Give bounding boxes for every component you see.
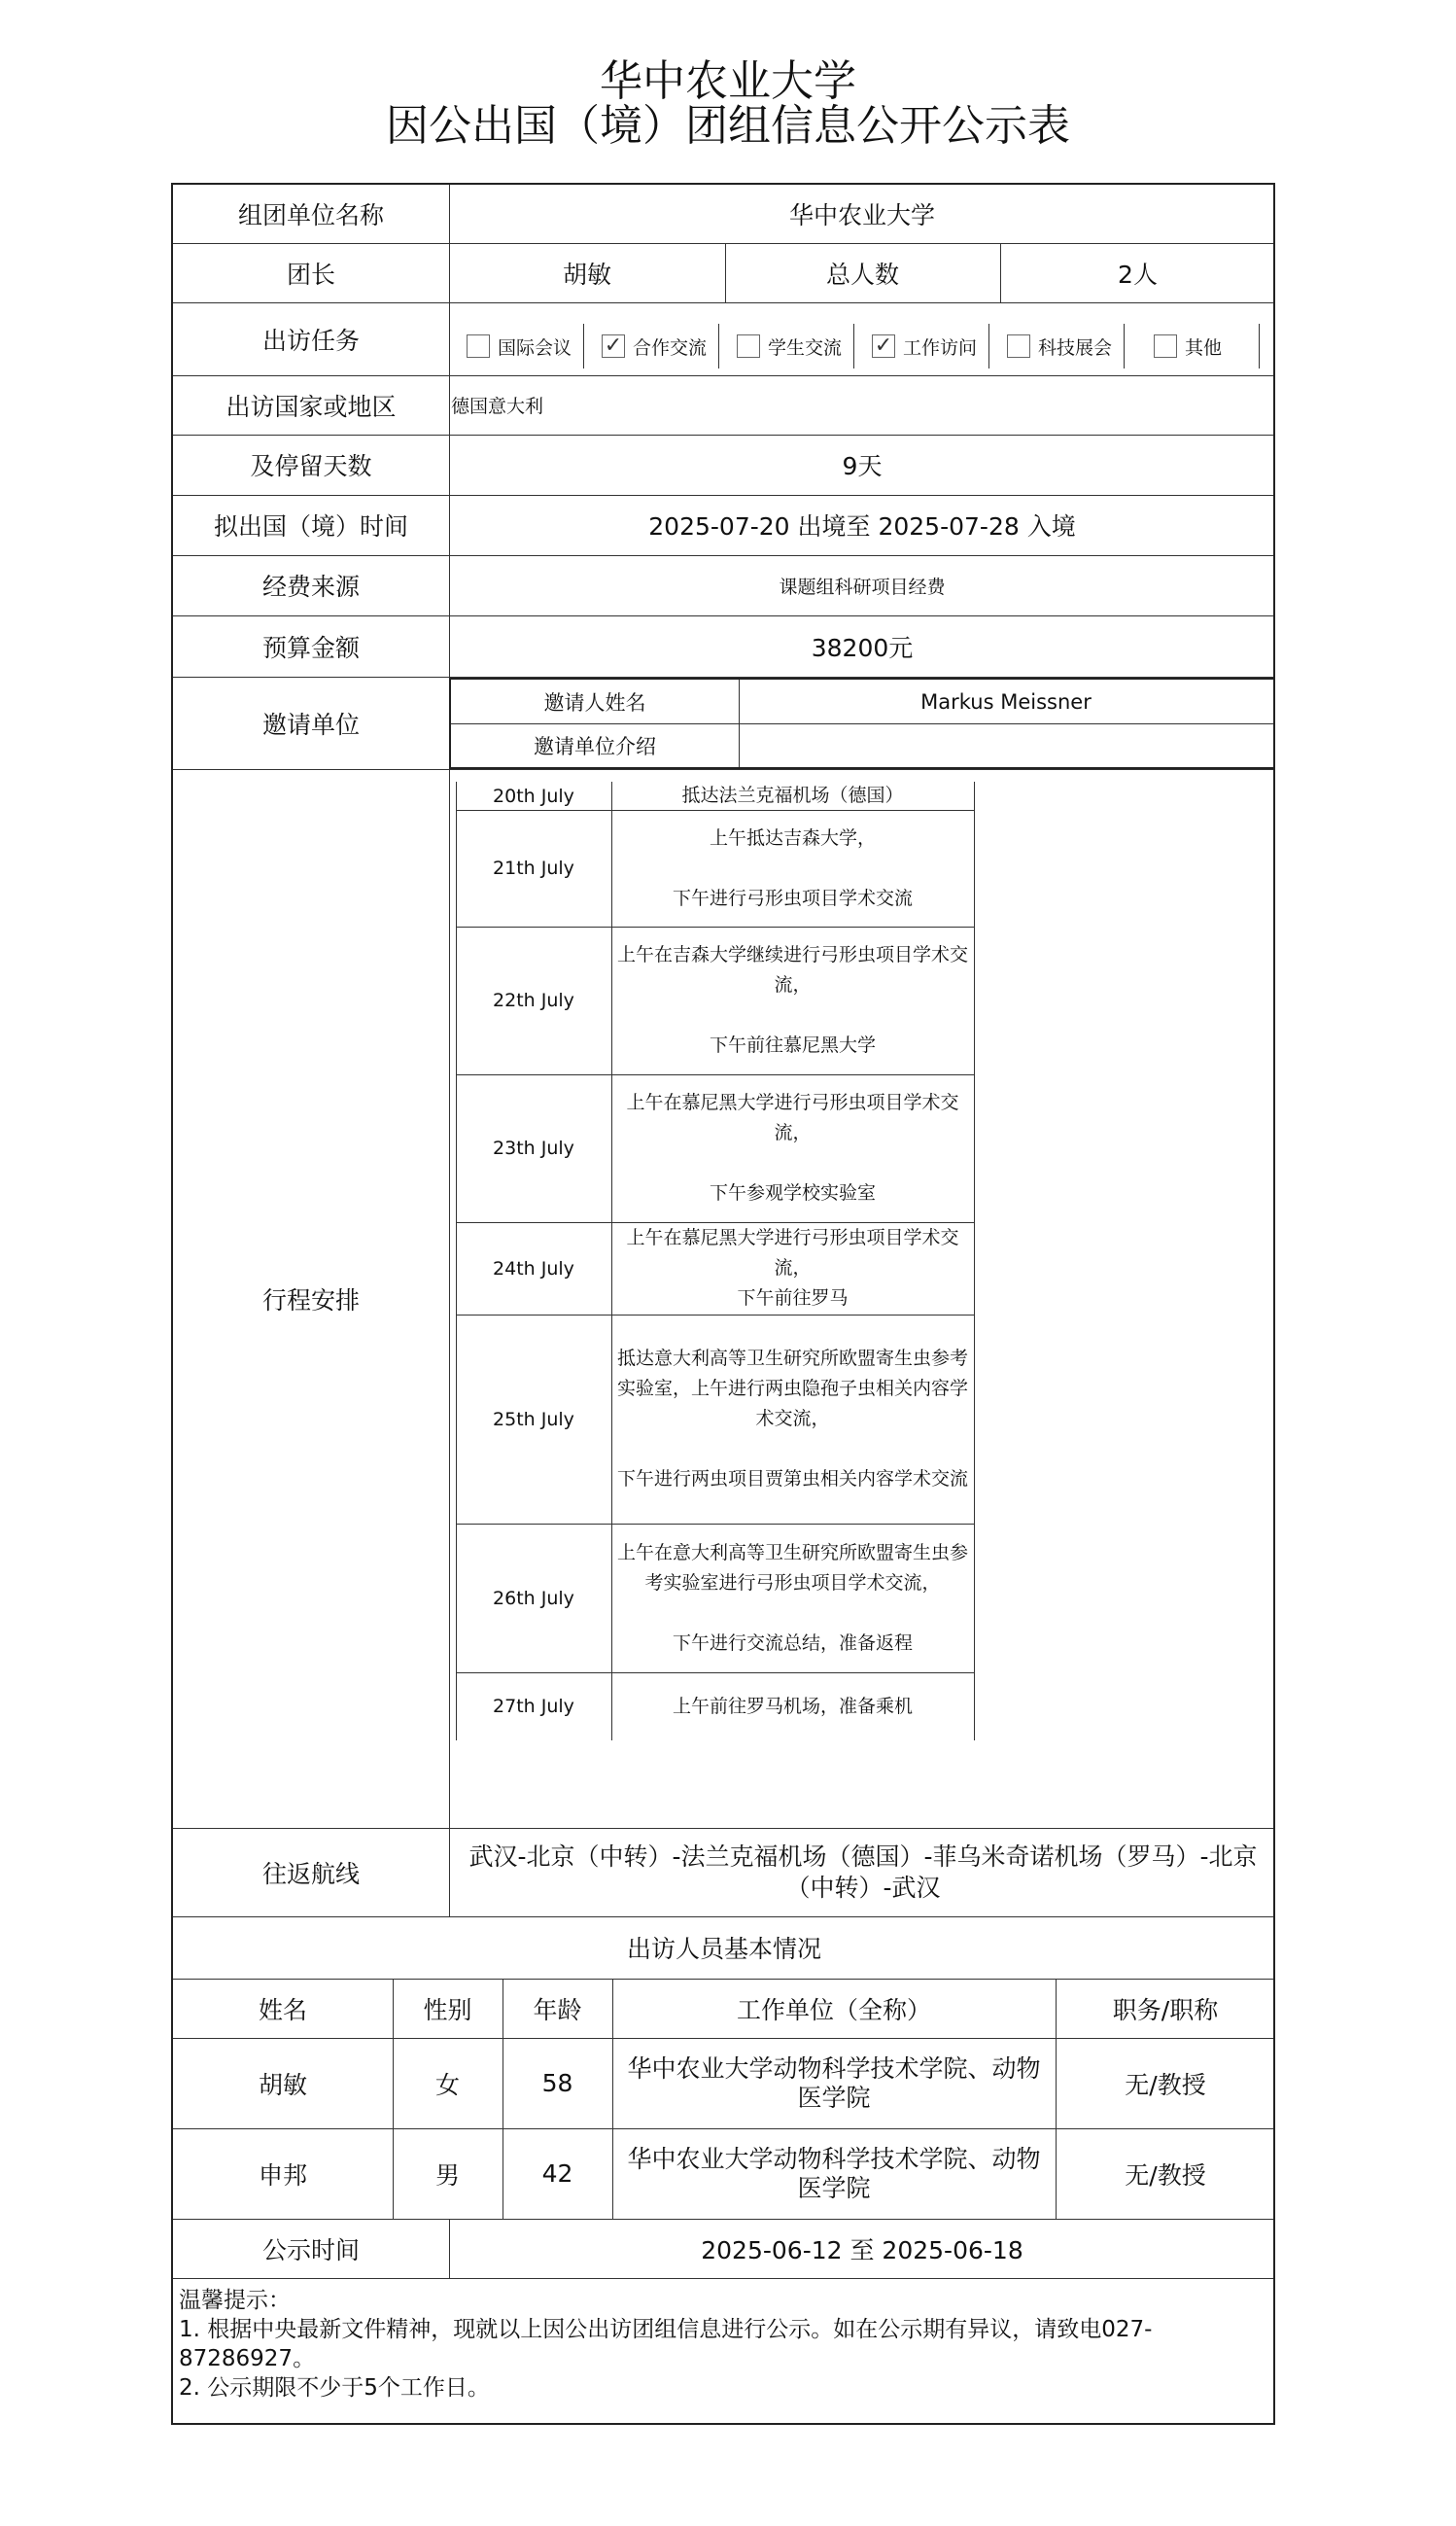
members-header: 出访人员基本情况 bbox=[626, 1935, 821, 1963]
itinerary-desc: 上午在意大利高等卫生研究所欧盟寄生虫参考实验室进行弓形虫项目学术交流， 下午进行交流总结，准备返程 bbox=[617, 1541, 969, 1654]
col-workplace: 工作单位（全称） bbox=[736, 1995, 931, 2024]
itinerary-row bbox=[456, 1074, 974, 1222]
checkbox-checked-icon[interactable]: ✓ bbox=[872, 334, 895, 358]
task-label: 出访任务 bbox=[261, 326, 360, 355]
itinerary-date: 25th July bbox=[493, 1408, 574, 1430]
task-option-work-visit[interactable] bbox=[854, 324, 989, 368]
member-age: 58 bbox=[541, 2069, 573, 2097]
task-option-intl-conference[interactable] bbox=[449, 324, 584, 368]
col-name: 姓名 bbox=[258, 1995, 307, 2024]
country-value: 德国意大利 bbox=[451, 396, 544, 417]
member-name: 胡敏 bbox=[258, 2070, 307, 2099]
route-label: 往返航线 bbox=[261, 1859, 360, 1888]
member-age: 42 bbox=[541, 2159, 573, 2188]
task-option-other[interactable] bbox=[1125, 324, 1260, 368]
university-title: 华中农业大学 bbox=[600, 56, 856, 106]
itinerary-date: 26th July bbox=[493, 1587, 574, 1609]
itinerary-desc: 上午在慕尼黑大学进行弓形虫项目学术交流， 下午参观学校实验室 bbox=[626, 1092, 959, 1204]
time-value: 2025-07-20 出境至 2025-07-28 入境 bbox=[648, 512, 1076, 541]
task-option-student-exchange[interactable] bbox=[719, 324, 854, 368]
notice-box bbox=[179, 2286, 1267, 2403]
itinerary-desc: 抵达意大利高等卫生研究所欧盟寄生虫参考实验室，上午进行两虫隐孢子虫相关内容学术交流， 下午进行两虫项目贾第虫相关内容学术交流 bbox=[617, 1348, 969, 1490]
notice-title: 温馨提示： bbox=[179, 2288, 291, 2313]
inviter-subtable bbox=[449, 678, 1275, 769]
budget-value: 38200元 bbox=[811, 633, 914, 662]
inviter-intro-value bbox=[739, 723, 1273, 767]
itinerary-row bbox=[456, 1315, 974, 1524]
col-gender: 性别 bbox=[423, 1995, 472, 2024]
task-option-label: 科技展会 bbox=[1038, 336, 1113, 359]
task-option-tech-expo[interactable] bbox=[989, 324, 1125, 368]
org-label: 组团单位名称 bbox=[237, 201, 384, 229]
itinerary-desc: 上午在吉森大学继续进行弓形虫项目学术交流， 下午前往慕尼黑大学 bbox=[617, 944, 969, 1056]
notice-line-2: 2. 公示期限不少于5个工作日。 bbox=[179, 2375, 490, 2401]
member-gender: 男 bbox=[434, 2160, 460, 2190]
task-option-label: 其他 bbox=[1185, 336, 1223, 359]
checkbox-checked-icon[interactable]: ✓ bbox=[602, 334, 625, 358]
checkbox-icon[interactable] bbox=[1007, 334, 1030, 358]
task-option-label: 国际会议 bbox=[498, 336, 572, 359]
publicity-table bbox=[171, 183, 1275, 2425]
total-label: 总人数 bbox=[825, 260, 899, 289]
publicity-value: 2025-06-12 至 2025-06-18 bbox=[701, 2235, 1023, 2264]
task-option-label: 工作访问 bbox=[903, 336, 978, 359]
funding-value: 课题组科研项目经费 bbox=[779, 576, 946, 598]
member-gender: 女 bbox=[434, 2070, 460, 2099]
itinerary-row bbox=[456, 810, 974, 927]
itinerary-desc: 抵达法兰克福机场（德国） bbox=[681, 785, 904, 806]
col-age: 年龄 bbox=[533, 1995, 582, 2024]
notice-line-1: 1. 根据中央最新文件精神，现就以上因公出访团组信息进行公示。如在公示期有异议，请致电027-87286927。 bbox=[179, 2317, 1153, 2371]
itinerary-row bbox=[456, 1222, 974, 1315]
itinerary-date: 21th July bbox=[493, 858, 574, 879]
funding-label: 经费来源 bbox=[261, 573, 360, 601]
route-value: 武汉-北京（中转）-法兰克福机场（德国）-菲乌米奇诺机场（罗马）-北京（中转）-武汉 bbox=[468, 1842, 1258, 1902]
budget-label: 预算金额 bbox=[261, 633, 360, 662]
days-label: 及停留天数 bbox=[250, 452, 372, 480]
task-option-label: 学生交流 bbox=[768, 336, 843, 359]
total-value: 2人 bbox=[1118, 260, 1158, 289]
itinerary-date: 24th July bbox=[493, 1257, 574, 1280]
member-name: 申邦 bbox=[258, 2160, 307, 2190]
itinerary-date: 27th July bbox=[493, 1696, 574, 1717]
itinerary-desc: 上午前往罗马机场，准备乘机 bbox=[672, 1695, 913, 1717]
days-value: 9天 bbox=[842, 452, 883, 480]
itinerary-row bbox=[456, 927, 974, 1074]
checkbox-icon[interactable] bbox=[467, 334, 490, 358]
member-title: 无/教授 bbox=[1125, 2070, 1206, 2099]
itinerary-date: 22th July bbox=[493, 990, 574, 1011]
itinerary-row bbox=[456, 1524, 974, 1672]
leader-label: 团长 bbox=[286, 260, 335, 289]
member-title: 无/教授 bbox=[1125, 2160, 1206, 2190]
leader-value: 胡敏 bbox=[562, 260, 611, 289]
checkbox-icon[interactable] bbox=[1154, 334, 1177, 358]
task-option-cooperation[interactable] bbox=[584, 324, 719, 368]
itinerary-date: 23th July bbox=[493, 1138, 574, 1159]
publicity-label: 公示时间 bbox=[261, 2235, 360, 2264]
task-option-label: 合作交流 bbox=[633, 336, 708, 359]
itinerary-table bbox=[456, 782, 974, 1740]
inviter-intro-label: 邀请单位介绍 bbox=[534, 734, 656, 758]
country-label: 出访国家或地区 bbox=[225, 392, 397, 421]
form-title: 因公出国（境）团组信息公开公示表 bbox=[386, 101, 1070, 151]
member-workplace: 华中农业大学动物科学技术学院、动物医学院 bbox=[627, 2144, 1041, 2202]
time-label: 拟出国（境）时间 bbox=[213, 512, 408, 541]
org-value: 华中农业大学 bbox=[788, 201, 935, 229]
itinerary-desc: 上午在慕尼黑大学进行弓形虫项目学术交流， 下午前往罗马 bbox=[626, 1227, 959, 1309]
itinerary-label: 行程安排 bbox=[261, 1285, 360, 1315]
checkbox-icon[interactable] bbox=[737, 334, 760, 358]
inviter-label: 邀请单位 bbox=[261, 710, 360, 739]
itinerary-date: 20th July bbox=[493, 785, 574, 807]
inviter-name-label: 邀请人姓名 bbox=[543, 690, 646, 715]
col-title: 职务/职称 bbox=[1112, 1995, 1219, 2024]
inviter-name-value: Markus Meissner bbox=[920, 689, 1092, 714]
itinerary-row bbox=[456, 1672, 974, 1740]
member-workplace: 华中农业大学动物科学技术学院、动物医学院 bbox=[627, 2053, 1041, 2112]
itinerary-row bbox=[456, 782, 974, 810]
itinerary-desc: 上午抵达吉森大学， 下午进行弓形虫项目学术交流 bbox=[672, 826, 913, 909]
